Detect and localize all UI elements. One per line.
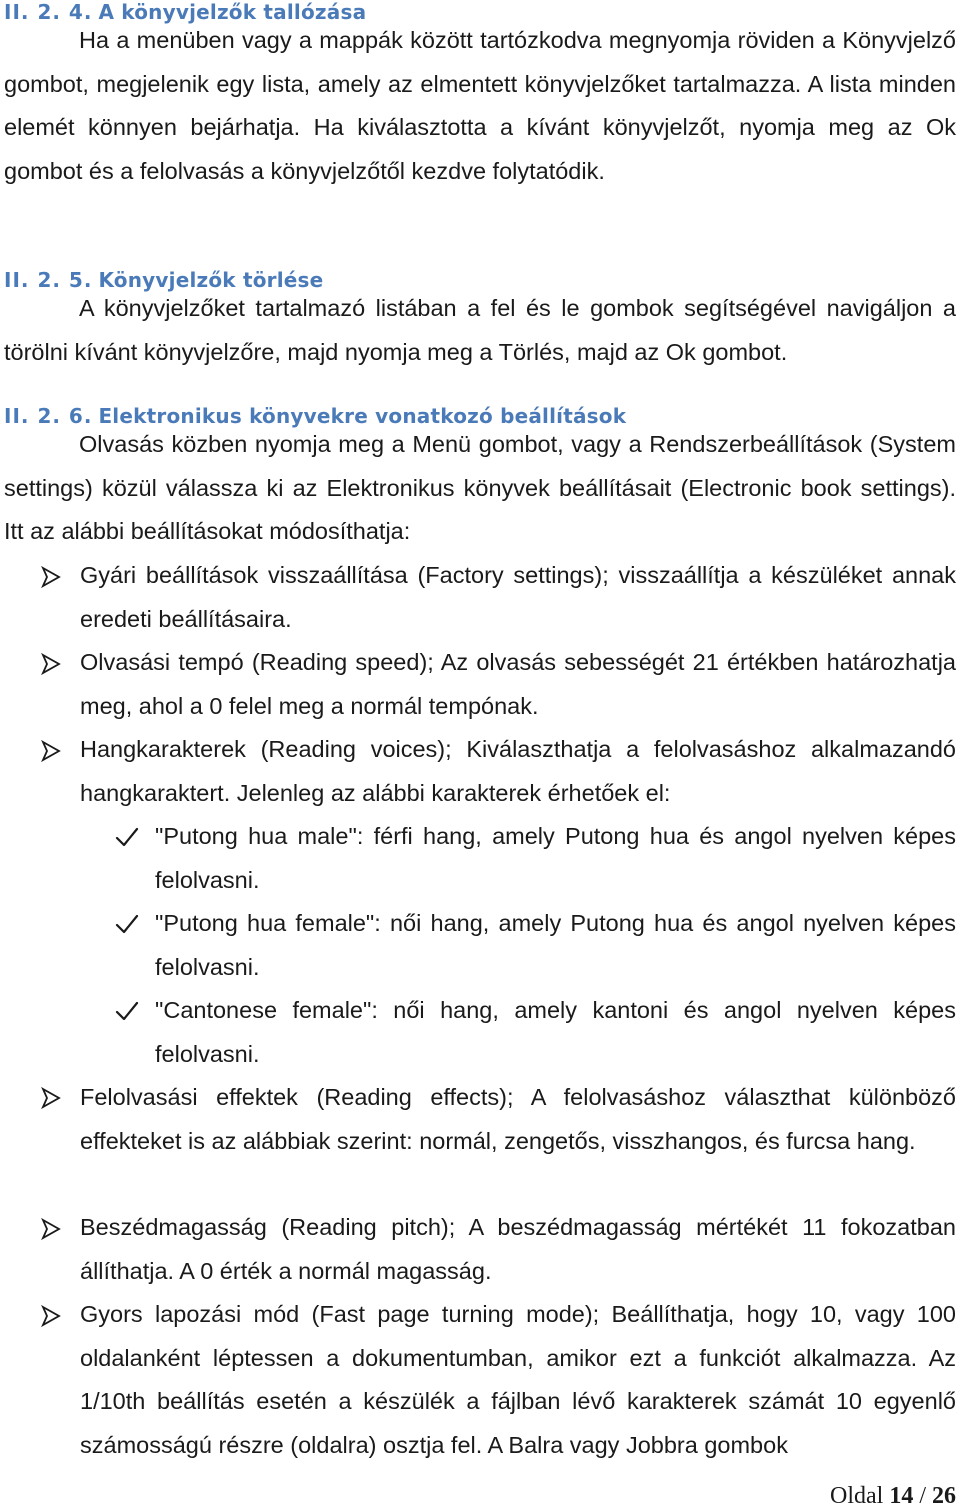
arrow-bullet-icon xyxy=(40,566,62,588)
arrow-bullet-icon xyxy=(40,740,62,762)
section-title: A könyvjelzők tallózása xyxy=(98,0,367,24)
section-number: II. 2. 6. xyxy=(4,404,93,428)
total-pages: 26 xyxy=(932,1483,956,1509)
page-number-footer xyxy=(830,1483,956,1510)
section-title: Könyvjelzők törlése xyxy=(98,268,324,292)
page-separator: / xyxy=(919,1483,926,1509)
bullet-item: Gyári beállítások visszaállítása (Factory settings); visszaállítja a készüléket annak eredeti beállításaira. xyxy=(80,562,956,632)
current-page: 14 xyxy=(889,1483,914,1509)
section-number: II. 2. 4. xyxy=(4,0,93,24)
checkmark-icon xyxy=(115,1000,139,1022)
voice-item: "Putong hua male": férfi hang, amely Putong hua és angol nyelven képes felolvasni. xyxy=(155,823,956,893)
voice-item: "Cantonese female": női hang, amely kantoni és angol nyelven képes felolvasni. xyxy=(155,997,956,1067)
arrow-bullet-icon xyxy=(40,1087,62,1109)
section-number: II. 2. 5. xyxy=(4,268,93,292)
checkmark-icon xyxy=(115,913,139,935)
voice-item: "Putong hua female": női hang, amely Putong hua és angol nyelven képes felolvasni. xyxy=(155,910,956,980)
arrow-bullet-icon xyxy=(40,1218,62,1240)
page-label: Oldal xyxy=(830,1483,884,1509)
bullet-item: Hangkarakterek (Reading voices); Kiválaszthatja a felolvasáshoz alkalmazandó hangkaraktert. Jelenleg az alábbi karakterek érhetőek el: xyxy=(80,736,956,806)
bullet-item: Felolvasási effektek (Reading effects); A felolvasáshoz választhat különböző effekteket is az alábbiak szerint: normál, zengetős, visszhangos, és furcsa hang. xyxy=(80,1084,956,1154)
checkmark-icon xyxy=(115,826,139,848)
bullet-item: Beszédmagasság (Reading pitch); A beszédmagasság mértékét 11 fokozatban állíthatja. A 0 érték a normál magasság. xyxy=(80,1214,956,1284)
arrow-bullet-icon xyxy=(40,1305,62,1327)
bullet-item: Gyors lapozási mód (Fast page turning mode); Beállíthatja, hogy 10, vagy 100 oldalanként léptessen a dokumentumban, amikor ezt a funkciót alkalmazza. Az 1/10th beállítás esetén a készülék a fájlban lévő karakterek számát 10 egyenlő számosságú részre (oldalra) osztja fel. A Balra vagy Jobbra gombok xyxy=(80,1301,956,1458)
arrow-bullet-icon xyxy=(40,653,62,675)
section-body: Olvasás közben nyomja meg a Menü gombot, vagy a Rendszerbeállítások (System settings) közül válassza ki az Elektronikus könyvek beállításait (Electronic book settings). Itt az alábbi beállításokat módosíthatja: xyxy=(4,431,956,544)
section-title: Elektronikus könyvekre vonatkozó beállítások xyxy=(98,404,627,428)
section-body: A könyvjelzőket tartalmazó listában a fel és le gombok segítségével navigáljon a törölni kívánt könyvjelzőre, majd nyomja meg a Törlés, majd az Ok gombot. xyxy=(4,295,956,365)
section-body: Ha a menüben vagy a mappák között tartózkodva megnyomja röviden a Könyvjelző gombot, megjelenik egy lista, amely az elmentett könyvjelzőket tartalmazza. A lista minden elemét könnyen bejárhatja. Ha kiválasztotta a kívánt könyvjelzőt, nyomja meg az Ok gombot és a felolvasás a könyvjelzőtől kezdve folytatódik. xyxy=(4,27,956,184)
bullet-item: Olvasási tempó (Reading speed); Az olvasás sebességét 21 értékben határozhatja meg, ahol a 0 felel meg a normál tempónak. xyxy=(80,649,956,719)
